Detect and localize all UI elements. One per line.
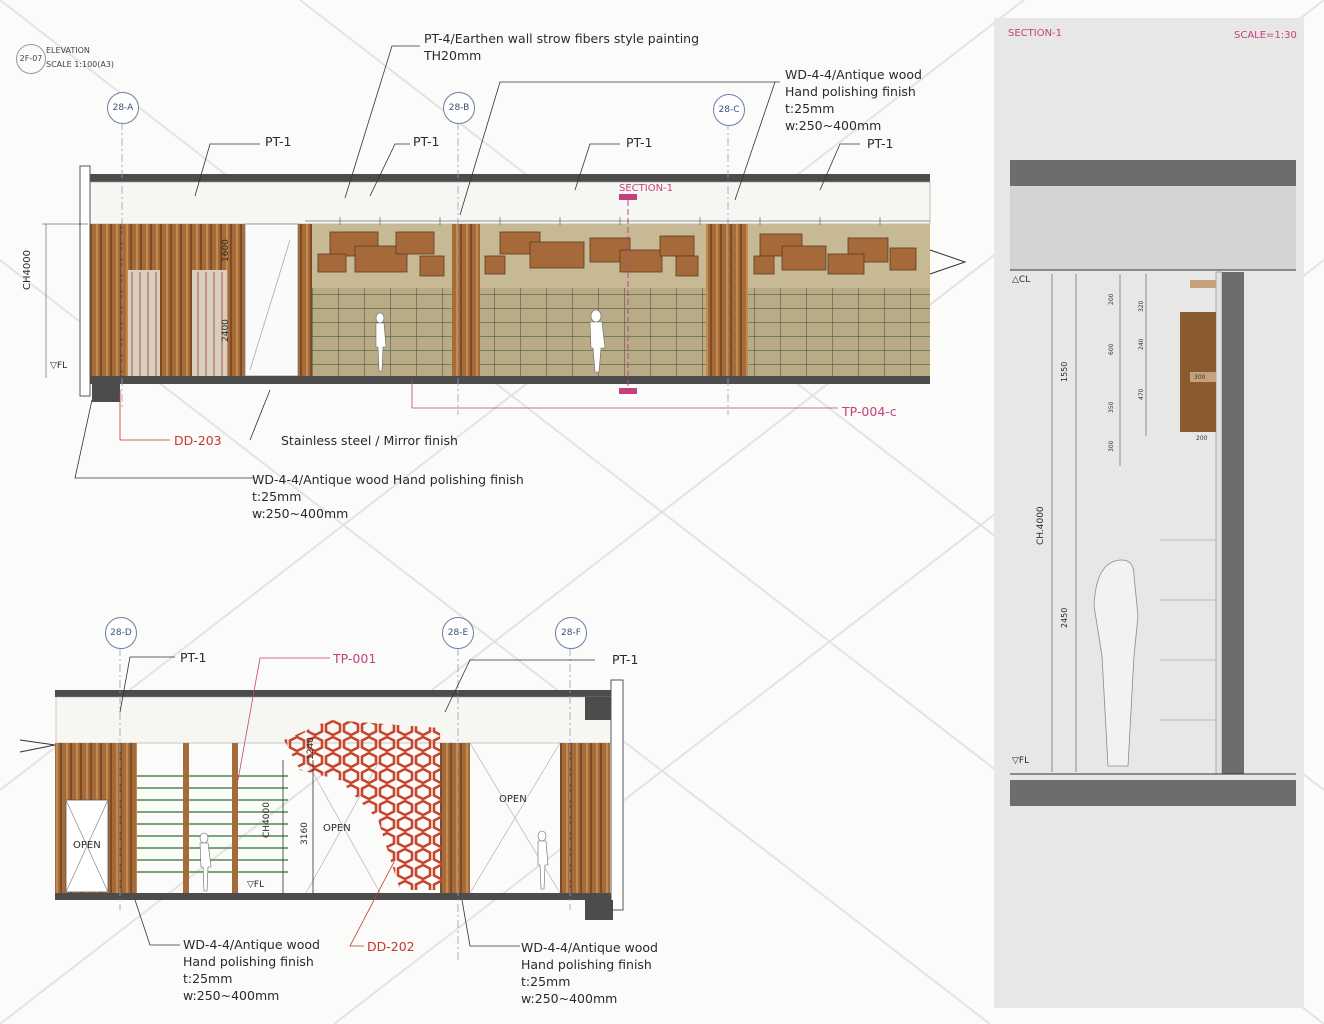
section-marker-label: SECTION-1 [619, 183, 674, 194]
section-dim-200: 200 [1108, 293, 1115, 305]
section-dim-350: 350 [1108, 401, 1115, 413]
fl-lower: ▽FL [247, 880, 265, 890]
callout-tp004: TP-004-c [842, 404, 897, 419]
callout-wd-top-right: WD-4-4/Antique wood Hand polishing finish t:25mm w:250~400mm [785, 67, 922, 133]
callout-wd-lower-right: WD-4-4/Antique wood Hand polishing finish t:25mm w:250~400mm [521, 940, 658, 1006]
grid-bubble-28b: 28-B [443, 92, 475, 124]
grid-bubble-28a: 28-A [107, 92, 139, 124]
section-dim-300: 300 [1108, 440, 1115, 452]
section-dim-200-shelf: 200 [1196, 435, 1208, 442]
section-dim-ch4000: CH.4000 [1036, 506, 1046, 545]
grid-bubble-28e: 28-E [442, 617, 474, 649]
title-block-label: ELEVATION [46, 46, 90, 55]
section-dim-300-shelf: 300 [1194, 374, 1206, 381]
grid-bubble-28f: 28-F [555, 617, 587, 649]
dim-ch4000-lower: CH4000 [262, 802, 272, 838]
callout-wd-lower-left: WD-4-4/Antique wood Hand polishing finish t:25mm w:250~400mm [183, 937, 320, 1003]
title-block-code: 2F-07 [16, 44, 46, 74]
callout-pt1-a: PT-1 [265, 134, 292, 149]
section-dim-470: 470 [1138, 388, 1145, 400]
open-label-c: OPEN [499, 794, 527, 805]
callout-pt1-f: PT-1 [612, 652, 639, 667]
section-dim-240: 240 [1138, 338, 1145, 350]
dim-ch4000-upper: CH4000 [22, 250, 33, 290]
section-dim-320: 320 [1138, 300, 1145, 312]
callout-stainless: Stainless steel / Mirror finish [281, 433, 458, 448]
grid-bubble-28c: 28-C [713, 94, 745, 126]
dim-1240: 1240 [306, 737, 316, 760]
callout-tp001: TP-001 [333, 651, 377, 666]
dim-1600: 1600 [221, 239, 231, 262]
dim-3160: 3160 [300, 822, 310, 845]
callout-pt1-c: PT-1 [626, 135, 653, 150]
title-block-scale: SCALE 1:100(A3) [46, 60, 115, 69]
callout-pt1-e: PT-1 [180, 650, 207, 665]
open-label-b: OPEN [323, 823, 351, 834]
section-title: SECTION-1 [1008, 28, 1063, 39]
section-fl: ▽FL [1012, 756, 1030, 766]
callout-wd-main: WD-4-4/Antique wood Hand polishing finish t:25mm w:250~400mm [252, 472, 524, 521]
callout-pt4: PT-4/Earthen wall strow fibers style painting TH20mm [424, 31, 700, 63]
section-dim-600: 600 [1108, 343, 1115, 355]
section-dim-2450: 2450 [1060, 607, 1069, 628]
open-label-a: OPEN [73, 840, 101, 851]
callout-dd202: DD-202 [367, 939, 415, 954]
grid-bubble-28d: 28-D [105, 617, 137, 649]
section-cl: △CL [1012, 275, 1031, 285]
fl-upper: ▽FL [50, 361, 68, 371]
callout-dd203: DD-203 [174, 433, 222, 448]
callout-pt1-d: PT-1 [867, 136, 894, 151]
lower-elevation [20, 648, 623, 960]
dim-2400: 2400 [221, 319, 231, 342]
section-dim-1550: 1550 [1060, 361, 1069, 382]
section-scale: SCALE=1:30 [1234, 30, 1297, 41]
callout-pt1-b: PT-1 [413, 134, 440, 149]
